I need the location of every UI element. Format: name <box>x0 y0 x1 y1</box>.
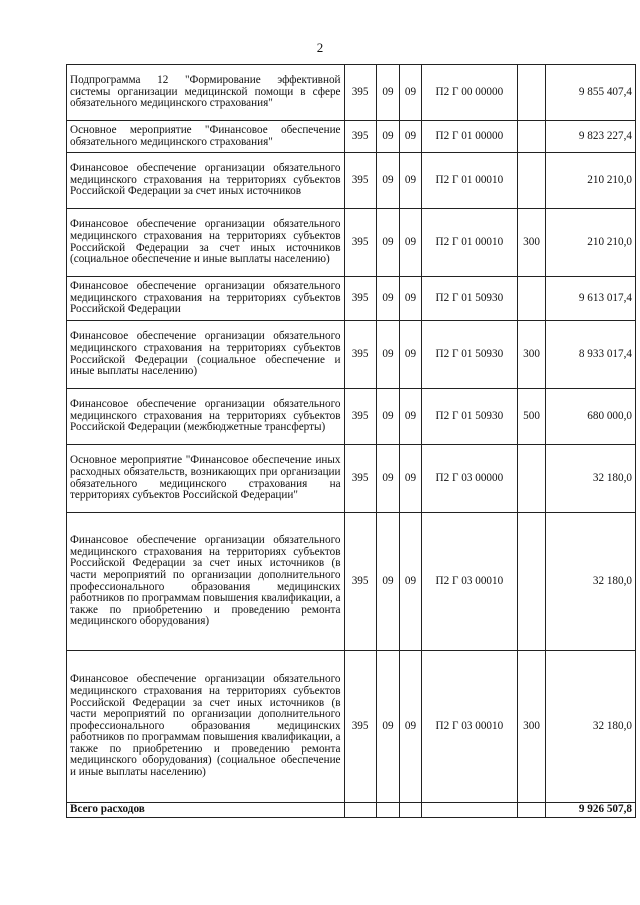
row-name: Финансовое обеспечение организации обязательного медицинского страхования на территориях субъектов Российской Федерации за счет иных источников <box>67 153 345 209</box>
table-row <box>67 153 636 209</box>
amount: 32 180,0 <box>545 513 635 651</box>
expense-type-code <box>518 65 546 121</box>
ministry-code: 395 <box>344 321 376 389</box>
ministry-code: 395 <box>344 513 376 651</box>
table-row <box>67 445 636 513</box>
section-code: 09 <box>376 121 400 153</box>
target-article-code: П2 Г 03 00000 <box>421 445 517 513</box>
subsection-code: 09 <box>400 513 421 651</box>
expense-type-code <box>518 277 546 321</box>
expense-type-code <box>518 121 546 153</box>
section-code: 09 <box>376 277 400 321</box>
section-code: 09 <box>376 321 400 389</box>
target-article-code: П2 Г 03 00010 <box>421 513 517 651</box>
expense-type-code: 300 <box>518 209 546 277</box>
subsection-code: 09 <box>400 65 421 121</box>
table-row <box>67 121 636 153</box>
row-name: Финансовое обеспечение организации обязательного медицинского страхования на территориях субъектов Российской Федерации <box>67 277 345 321</box>
total-empty-cell <box>518 803 546 818</box>
subsection-code: 09 <box>400 153 421 209</box>
expense-type-code: 300 <box>518 651 546 803</box>
subsection-code: 09 <box>400 651 421 803</box>
table-row <box>67 651 636 803</box>
target-article-code: П2 Г 01 50930 <box>421 321 517 389</box>
subsection-code: 09 <box>400 389 421 445</box>
expense-type-code <box>518 445 546 513</box>
section-code: 09 <box>376 209 400 277</box>
target-article-code: П2 Г 03 00010 <box>421 651 517 803</box>
row-name: Финансовое обеспечение организации обязательного медицинского страхования на территориях субъектов Российской Федерации за счет иных источников (в части мероприятий по организации дополнительного профессионального образования медицинских работников по программам повышения квалификации, а также по приобретению и проведению ремонта медицинского оборудования) (социальное обеспечение и иные выплаты населению) <box>67 651 345 803</box>
ministry-code: 395 <box>344 65 376 121</box>
amount: 210 210,0 <box>545 209 635 277</box>
ministry-code: 395 <box>344 209 376 277</box>
subsection-code: 09 <box>400 209 421 277</box>
ministry-code: 395 <box>344 277 376 321</box>
section-code: 09 <box>376 65 400 121</box>
total-empty-cell <box>376 803 400 818</box>
budget-table <box>66 64 636 818</box>
total-empty-cell <box>344 803 376 818</box>
section-code: 09 <box>376 389 400 445</box>
expense-type-code: 300 <box>518 321 546 389</box>
total-empty-cell <box>400 803 421 818</box>
table-row <box>67 209 636 277</box>
expense-type-code: 500 <box>518 389 546 445</box>
table-row <box>67 65 636 121</box>
table-row <box>67 389 636 445</box>
amount: 32 180,0 <box>545 651 635 803</box>
section-code: 09 <box>376 153 400 209</box>
target-article-code: П2 Г 01 00000 <box>421 121 517 153</box>
page-number: 2 <box>316 40 324 55</box>
subsection-code: 09 <box>400 321 421 389</box>
expense-type-code <box>518 153 546 209</box>
section-code: 09 <box>376 651 400 803</box>
target-article-code: П2 Г 00 00000 <box>421 65 517 121</box>
amount: 210 210,0 <box>545 153 635 209</box>
row-name: Подпрограмма 12 "Формирование эффективной системы организации медицинской помощи в сфере обязательного медицинского страхования" <box>67 65 345 121</box>
subsection-code: 09 <box>400 121 421 153</box>
amount: 8 933 017,4 <box>545 321 635 389</box>
ministry-code: 395 <box>344 445 376 513</box>
amount: 9 823 227,4 <box>545 121 635 153</box>
section-code: 09 <box>376 445 400 513</box>
row-name: Финансовое обеспечение организации обязательного медицинского страхования на территориях субъектов Российской Федерации за счет иных источников (социальное обеспечение и иные выплаты населению) <box>67 209 345 277</box>
target-article-code: П2 Г 01 50930 <box>421 277 517 321</box>
total-empty-cell <box>421 803 517 818</box>
target-article-code: П2 Г 01 00010 <box>421 209 517 277</box>
ministry-code: 395 <box>344 651 376 803</box>
ministry-code: 395 <box>344 389 376 445</box>
ministry-code: 395 <box>344 121 376 153</box>
subsection-code: 09 <box>400 277 421 321</box>
row-name: Основное мероприятие "Финансовое обеспечение иных расходных обязательств, возникающих при организации обязательного медицинского страхования на территориях субъектов Российской Федерации" <box>67 445 345 513</box>
ministry-code: 395 <box>344 153 376 209</box>
amount: 9 613 017,4 <box>545 277 635 321</box>
amount: 680 000,0 <box>545 389 635 445</box>
total-label: Всего расходов <box>67 803 345 818</box>
table-row <box>67 277 636 321</box>
section-code: 09 <box>376 513 400 651</box>
row-name: Финансовое обеспечение организации обязательного медицинского страхования на территориях субъектов Российской Федерации (межбюджетные трансферты) <box>67 389 345 445</box>
row-name: Финансовое обеспечение организации обязательного медицинского страхования на территориях субъектов Российской Федерации за счет иных источников (в части мероприятий по организации дополнительного профессионального образования медицинских работников по программам повышения квалификации, а также по приобретению и проведению ремонта медицинского оборудования) <box>67 513 345 651</box>
target-article-code: П2 Г 01 00010 <box>421 153 517 209</box>
expense-type-code <box>518 513 546 651</box>
table-row <box>67 513 636 651</box>
amount: 9 855 407,4 <box>545 65 635 121</box>
target-article-code: П2 Г 01 50930 <box>421 389 517 445</box>
table-row <box>67 321 636 389</box>
row-name: Основное мероприятие "Финансовое обеспечение обязательного медицинского страхования" <box>67 121 345 153</box>
row-name: Финансовое обеспечение организации обязательного медицинского страхования на территориях субъектов Российской Федерации (социальное обеспечение и иные выплаты населению) <box>67 321 345 389</box>
amount: 32 180,0 <box>545 445 635 513</box>
total-row <box>67 803 636 818</box>
subsection-code: 09 <box>400 445 421 513</box>
total-amount: 9 926 507,8 <box>545 803 635 818</box>
